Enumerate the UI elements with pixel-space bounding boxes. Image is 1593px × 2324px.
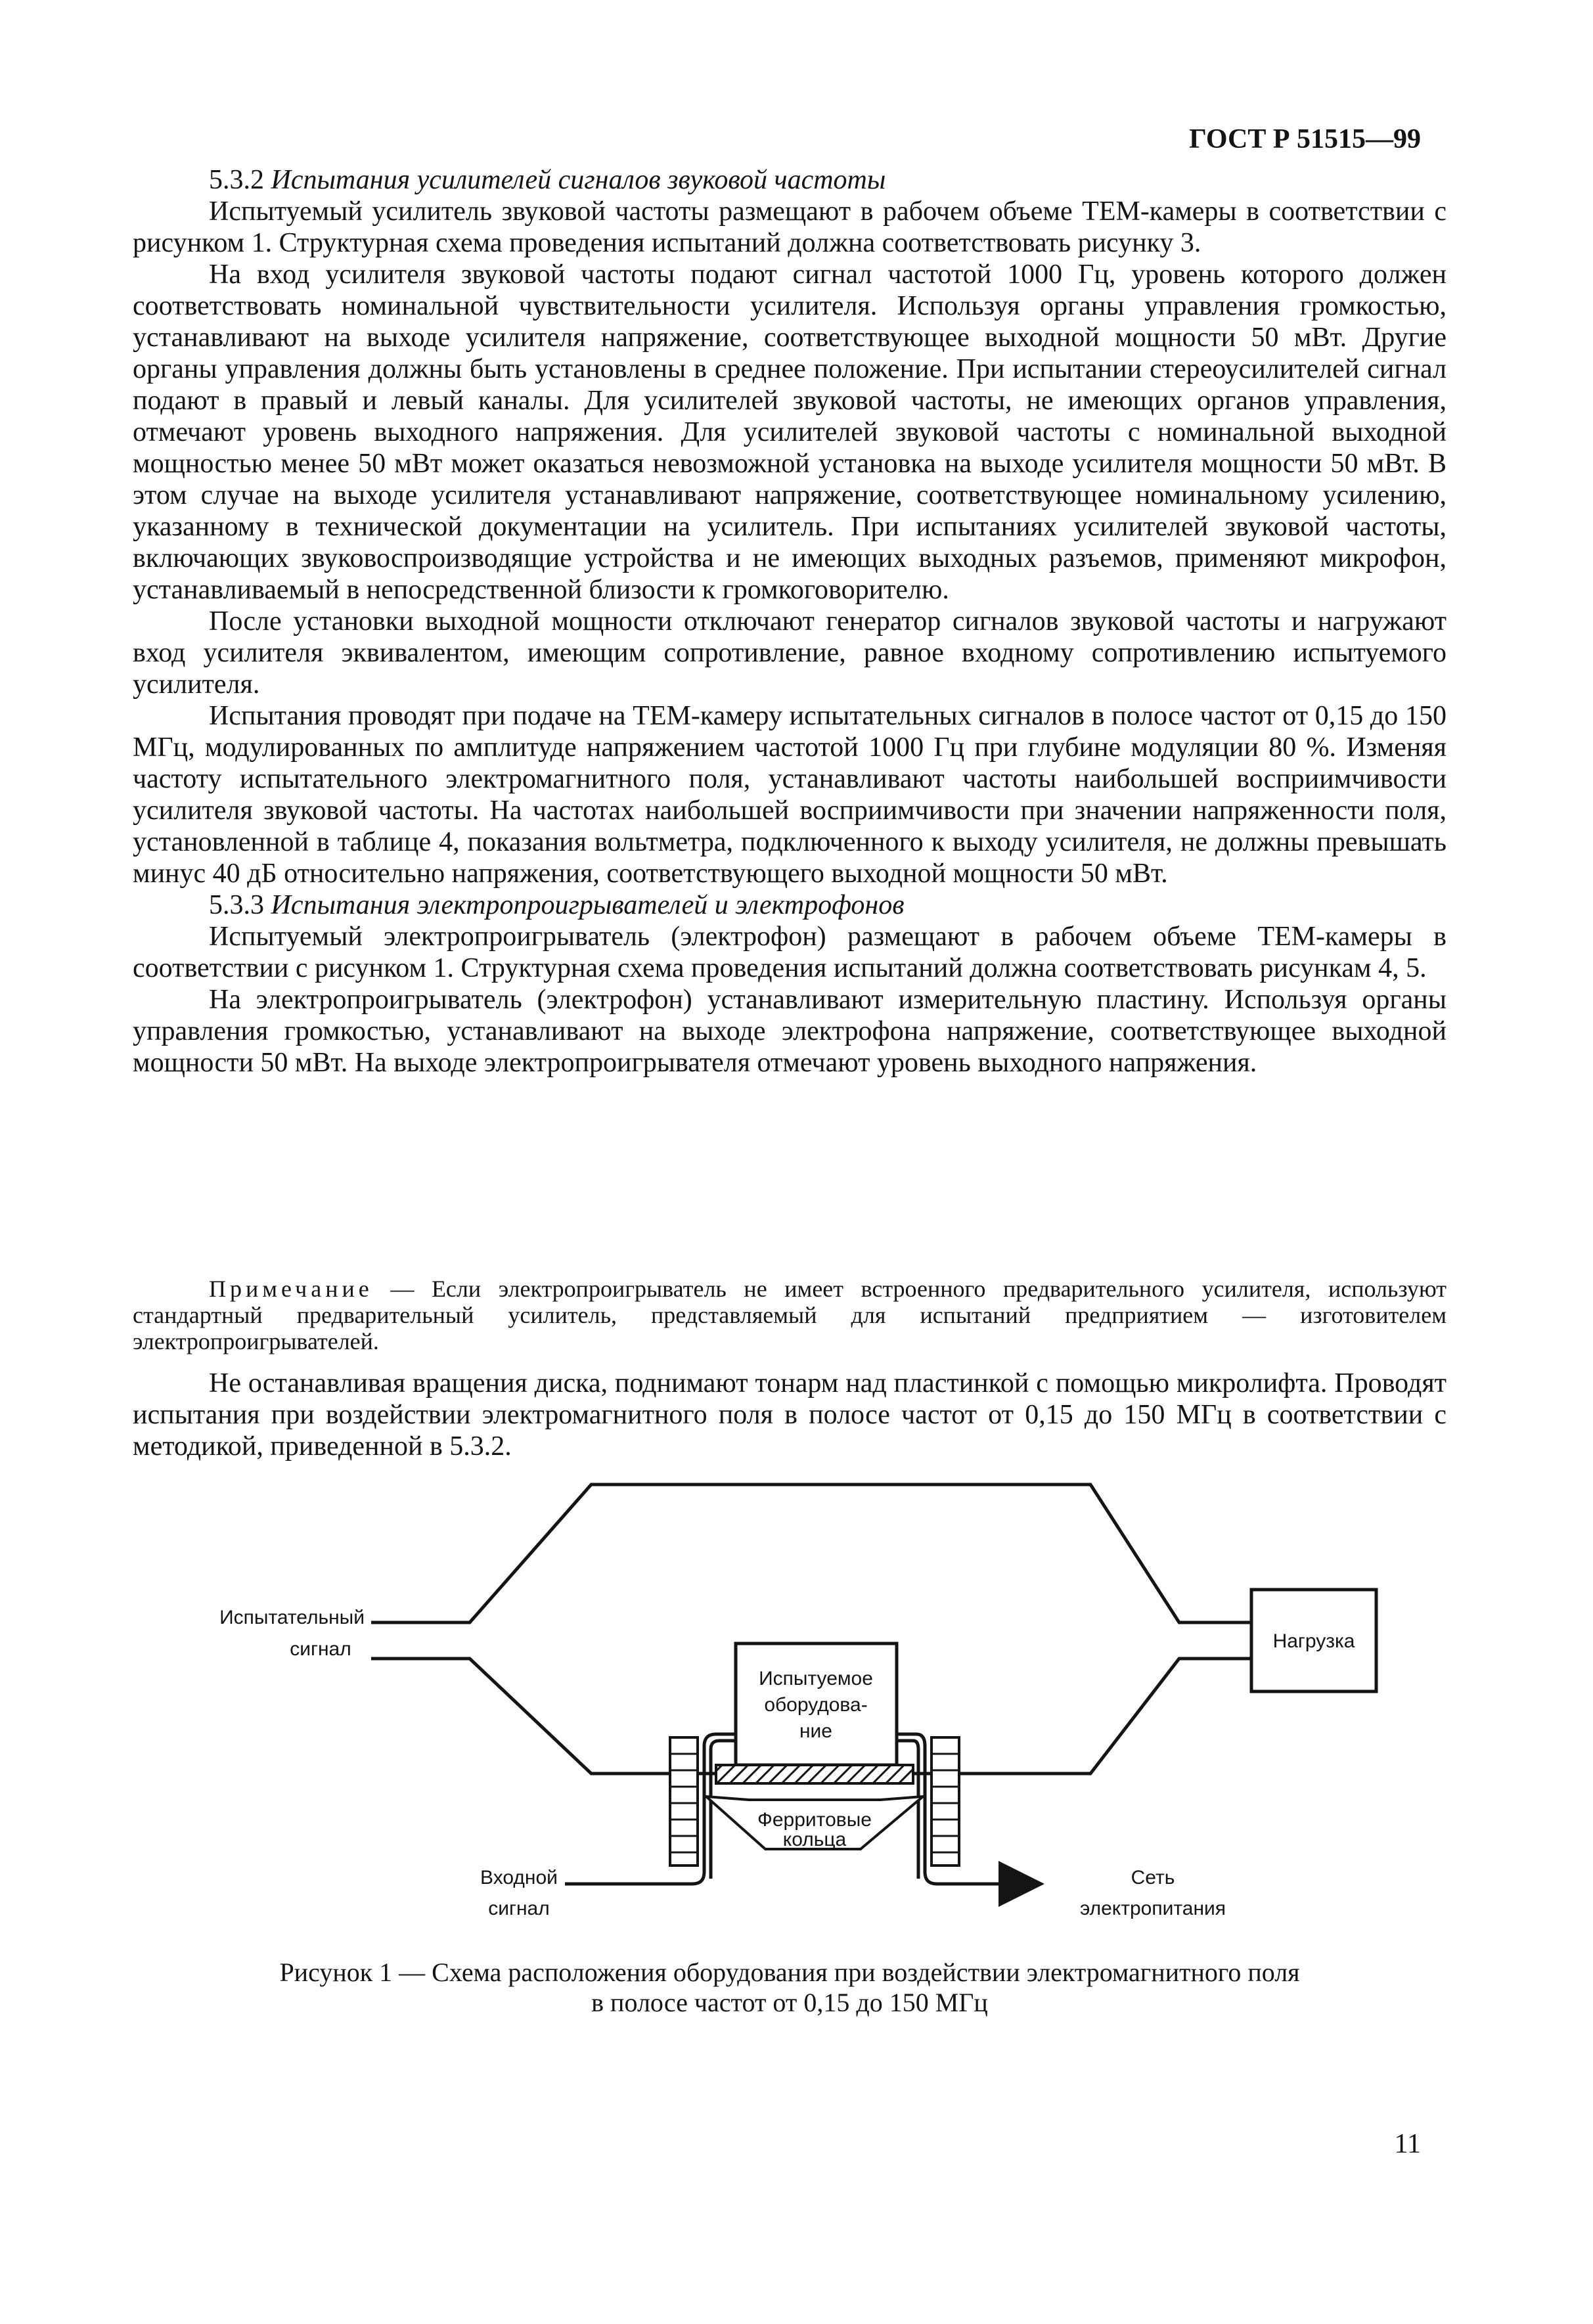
ferrite-rings-right <box>931 1737 959 1866</box>
label-ferrite-rings: кольца <box>782 1829 847 1850</box>
figure-1-diagram <box>0 1458 1593 1931</box>
section-number: 5.3.2 <box>209 165 264 195</box>
label-test-signal: сигнал <box>290 1638 351 1660</box>
caption-line: Рисунок 1 — Схема расположения оборудования при воздействии электромагнитного поля <box>279 1957 1300 1987</box>
section-number: 5.3.3 <box>209 890 264 920</box>
page-number: 11 <box>1394 2129 1421 2159</box>
label-input-signal: сигнал <box>488 1898 550 1919</box>
document-id: ГОСТ Р 51515—99 <box>1189 124 1421 154</box>
paragraph: После установки выходной мощности отключают генератор сигналов звуковой частоты и нагружают вход усилителя эквивалентом, имеющим сопротивление, равное входному сопротивлению испытуемого усилителя. <box>133 606 1447 700</box>
paragraph: Испытуемый электропроигрыватель (электрофон) размещают в рабочем объеме ТЕМ-камеры в соответствии с рисунком 1. Структурная схема проведения испытаний должна соответствовать рисункам 4, 5. <box>133 922 1447 983</box>
label-load: Нагрузка <box>1272 1630 1355 1652</box>
label-ferrite-rings: Ферритовые <box>757 1809 872 1831</box>
tem-cell-upper-conductor <box>371 1485 1251 1622</box>
label-equipment-under-test: ние <box>799 1720 833 1742</box>
note <box>133 1276 1447 1354</box>
measurement-platform <box>716 1765 913 1783</box>
section-heading-5-3-3 <box>133 889 1447 921</box>
note-text: — Если электропроигрыватель не имеет встроенного предварительного усилителя, используют стандартный предварительный усилитель, представляемый для испытаний предприятием — изготовителем электропроигрывателей. <box>133 1276 1447 1354</box>
section-heading-5-3-2 <box>133 164 1447 196</box>
figure-caption <box>133 1957 1447 2018</box>
label-equipment-under-test: Испытуемое <box>759 1668 873 1689</box>
paragraph: На электропроигрыватель (электрофон) устанавливают измерительную пластину. Используя органы управления громкостью, устанавливают на выходе электрофона напряжение, соответствующее выходной мощности 50 мВт. На выходе электропроигрывателя отмечают уровень выходного напряжения. <box>133 985 1447 1078</box>
label-input-signal: Входной <box>480 1867 558 1888</box>
paragraph: Испытания проводят при подаче на ТЕМ-камеру испытательных сигналов в полосе частот от 0,15 до 150 МГц, модулированных по амплитуде напряжением частотой 1000 Гц при глубине модуляции 80 %. Изменяя частоту испытательного электромагнитного поля, устанавливают частоты наибольшей восприимчивости усилителя звуковой частоты. На частотах наибольшей восприимчивости при значении напряженности поля, установленной в таблице 4, показания вольтметра, подключенного к выходу усилителя, не должны превышать минус 40 дБ относительно напряжения, соответствующего выходной мощности 50 мВт. <box>133 701 1447 889</box>
section-title: Испытания усилителей сигналов звуковой частоты <box>271 165 886 195</box>
note-label: Примечание <box>209 1276 373 1302</box>
label-test-signal: Испытательный <box>219 1607 365 1628</box>
label-mains: электропитания <box>1079 1898 1226 1919</box>
label-equipment-under-test: оборудова- <box>764 1694 868 1716</box>
paragraph: На вход усилителя звуковой частоты подают сигнал частотой 1000 Гц, уровень которого должен соответствовать номинальной чувствительности усилителя. Используя органы управления громкостью, устанавливают на выходе усилителя напряжение, соответствующее выходной мощности 50 мВт. Другие органы управления должны быть установлены в среднее положение. При испытании стереоусилителей сигнал подают в правый и левый каналы. Для усилителей звуковой частоты, не имеющих органов управления, отмечают уровень выходного напряжения. Для усилителей звуковой частоты с номинальной выходной мощностью менее 50 мВт может оказаться невозможной установка на выходе усилителя мощности 50 мВт. В этом случае на выходе усилителя устанавливают напряжение, соответствующее номинальному усилению, указанному в технической документации на усилитель. При испытаниях усилителей звуковой частоты, включающих звуковоспроизводящие устройства и не имеющих выходных разъемов, применяют микрофон, устанавливаемый в непосредственной близости к громкоговорителю. <box>133 259 1447 605</box>
label-mains: Сеть <box>1131 1867 1175 1888</box>
section-5-3-2 <box>133 164 1447 1079</box>
paragraph: Испытуемый усилитель звуковой частоты размещают в рабочем объеме ТЕМ-камеры в соответствии с рисунком 1. Структурная схема проведения испытаний должна соответствовать рисунку 3. <box>133 196 1447 258</box>
section-title: Испытания электропроигрывателей и электрофонов <box>271 890 905 920</box>
paragraph: Не останавливая вращения диска, поднимают тонарм над пластинкой с помощью микролифта. Проводят испытания при воздействии электромагнитного поля в полосе частот от 0,15 до 150 МГц в соответствии с методикой, приведенной в 5.3.2. <box>133 1368 1447 1462</box>
ferrite-rings-left <box>670 1737 698 1866</box>
caption-line: в полосе частот от 0,15 до 150 МГц <box>591 1988 988 2017</box>
closing-section <box>133 1368 1447 1462</box>
